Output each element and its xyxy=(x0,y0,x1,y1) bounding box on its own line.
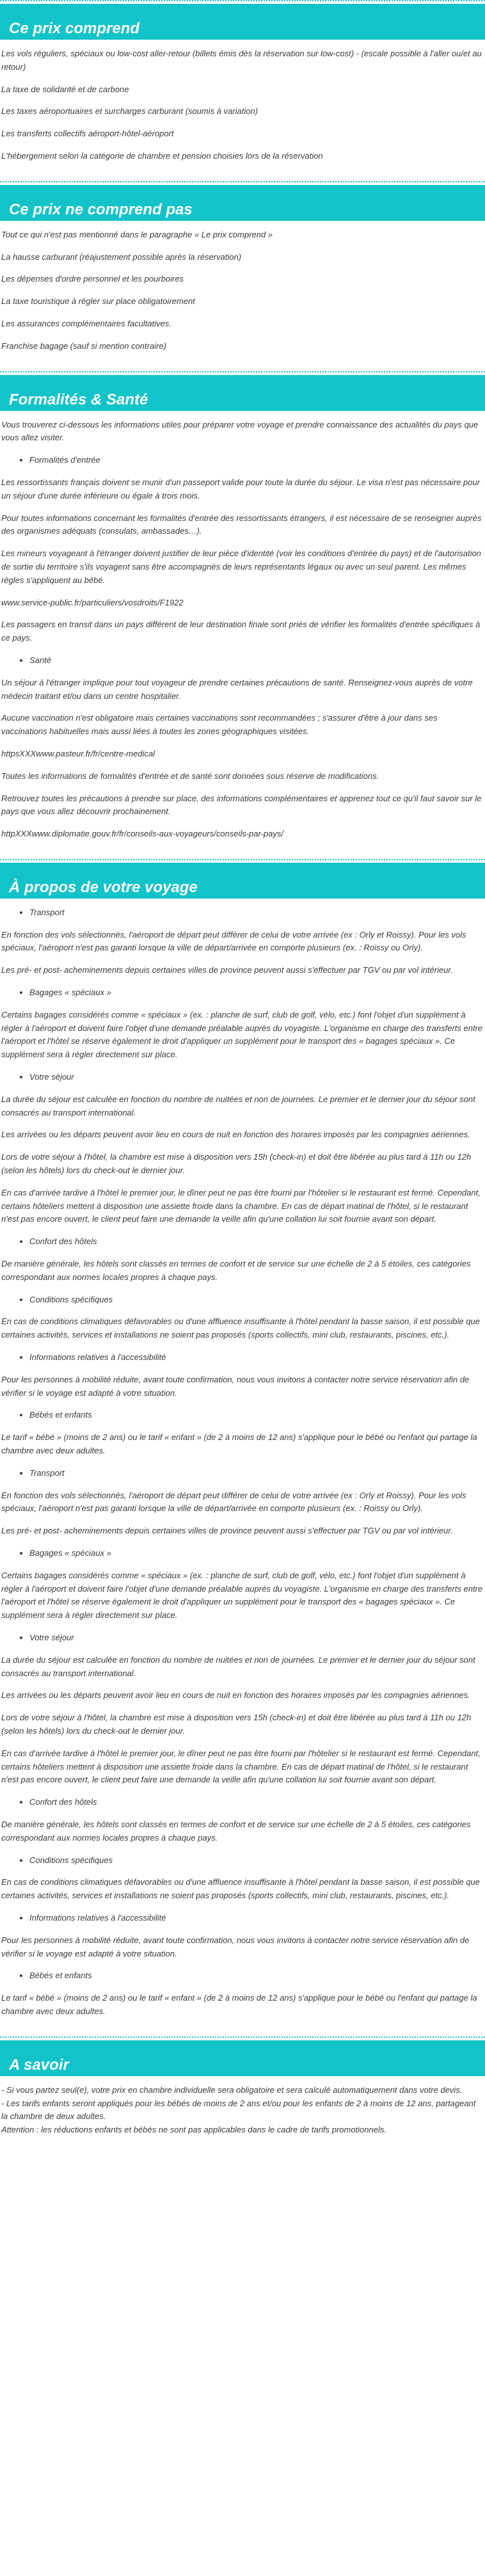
paragraph: httpXXXwww.diplomatie.gouv.fr/fr/conseils-aux-voyageurs/conseils-par-pays/ xyxy=(1,829,283,839)
paragraph: Le tarif « bébé » (moins de 2 ans) ou le tarif « enfant » (de 2 à moins de 12 ans) s'applique pour le bébé ou l'enfant qui partage la chambre avec deux adultes. xyxy=(1,1993,477,2016)
paragraph: Les arrivées ou les départs peuvent avoir lieu en cours de nuit en fonction des horaires imposés par les compagnies aériennes. xyxy=(1,1690,470,1700)
paragraph: La durée du séjour est calculée en fonction du nombre de nuitées et non de journées. Le premier et le dernier jour du séjour sont consacrés au transport international. xyxy=(1,1654,475,1678)
paragraph: En cas d'arrivée tardive à l'hôtel le premier jour, le dîner peut ne pas être fourni par l'hôtelier si le restaurant est fermé. Cependant, certains hôteliers mettent à disposition une assiette froide dans la chambre. En cas de départ matinal de l'hôtel, si le restaurant n'est pas encore ouvert, le client peut faire une demande la veille afin qu'une collation lui soit fournie avant son départ. xyxy=(1,1187,481,1224)
section-header xyxy=(0,2040,485,2076)
paragraph: Les vols réguliers, spéciaux ou low-cost aller-retour (billets émis dès la réservation sur low-cost) - (escale possible à l'aller ou/et au retour) xyxy=(1,49,482,72)
bullet-list xyxy=(1,1467,484,1480)
paragraph: httpsXXXwww.pasteur.fr/fr/centre-medical xyxy=(1,748,155,758)
paragraph: En fonction des vols sélectionnés, l'aéroport de départ peut différer de celui de votre arrivée (ex : Orly et Roissy). Pour les vols spéciaux, l'aéroport n'est pas garanti lorsque la ville de départ/arrivée en comporte plusieurs (ex. : Roissy ou Orly). xyxy=(1,1490,466,1514)
paragraph: Les pré- et post- acheminements depuis certaines villes de province peuvent aussi s'effectuer par TGV ou par vol intérieur. xyxy=(1,1526,453,1536)
bullet-heading: • Informations relatives à l'accessibilité xyxy=(29,1351,484,1364)
bullet-list xyxy=(1,906,484,920)
bullet-heading: • Bébés et enfants xyxy=(29,1409,484,1422)
bullet-heading: • Transport xyxy=(29,906,484,920)
paragraph: En fonction des vols sélectionnés, l'aéroport de départ peut différer de celui de votre arrivée (ex : Orly et Roissy). Pour les vols spéciaux, l'aéroport n'est pas garanti lorsque la ville de départ/arrivée en comporte plusieurs (ex. : Roissy ou Orly). xyxy=(1,929,466,953)
bullet-list xyxy=(1,1854,484,1868)
section-title: A savoir xyxy=(9,2056,69,2074)
paragraph: Les ressortissants français doivent se munir d'un passeport valide pour toute la durée du séjour. Le visa n'est pas nécessaire pour un séjour d'une durée inférieure ou égale à trois mois. xyxy=(1,477,481,500)
paragraph: De manière générale, les hôtels sont classés en termes de confort et de service sur une échelle de 2 à 5 étoiles, ces catégories correspondant aux normes locales propres à chaque pays. xyxy=(1,1819,471,1843)
bullet-list xyxy=(1,1912,484,1925)
section-body xyxy=(0,221,485,371)
paragraph: En cas de conditions climatiques défavorables ou d'une affluence insuffisante à l'hôtel pendant la basse saison, il est possible que certaines activités, services et installations ne soient pas proposés (sports collectifs, mini club, restaurants, piscines, etc.). xyxy=(1,1316,480,1340)
paragraph: Les dépenses d'ordre personnel et les pourboires xyxy=(1,274,184,284)
bullet-heading: • Confort des hôtels xyxy=(29,1796,484,1809)
bullet-list xyxy=(1,454,484,467)
bullet-heading: • Bagages « spéciaux » xyxy=(29,986,484,1000)
bullet-list xyxy=(1,1235,484,1249)
paragraph: La taxe touristique à régler sur place obligatoirement xyxy=(1,296,195,307)
bullet-heading: • Bagages « spéciaux » xyxy=(29,1547,484,1560)
section-header xyxy=(0,185,485,221)
bullet-list xyxy=(1,1351,484,1364)
section-title: Ce prix ne comprend pas xyxy=(9,200,193,218)
paragraph: Les passagers en transit dans un pays différent de leur destination finale sont priés de vérifier les formalités d'entrée spécifiques à ce pays. xyxy=(1,620,481,643)
section-body xyxy=(0,899,485,2036)
bullet-list xyxy=(1,986,484,1000)
bullet-heading: • Conditions spécifiques xyxy=(29,1293,484,1307)
bullet-list xyxy=(1,1631,484,1645)
paragraph: Lors de votre séjour à l'hôtel, la chambre est mise à disposition vers 15h (check-in) et doit être libérée au plus tard à 11h ou 12h (selon les hôtels) lors du check-out le dernier jour. xyxy=(1,1152,472,1176)
section-header xyxy=(0,863,485,899)
section-title: Formalités & Santé xyxy=(9,390,148,408)
bullet-list xyxy=(1,654,484,668)
paragraph: Les arrivées ou les départs peuvent avoir lieu en cours de nuit en fonction des horaires imposés par les compagnies aériennes. xyxy=(1,1130,470,1140)
paragraph: Les taxes aéroportuaires et surcharges carburant (soumis à variation) xyxy=(1,106,258,116)
paragraph: Aucune vaccination n'est obligatoire mais certaines vaccinations sont recommandées ; s'assurer d'être à jour dans ses vaccinations habituelles mais aussi liées à toutes les zones géographiques visitées. xyxy=(1,713,438,737)
bullet-heading: • Conditions spécifiques xyxy=(29,1854,484,1868)
bullet-list xyxy=(1,1071,484,1084)
bullet-heading: • Bébés et enfants xyxy=(29,1969,484,1983)
bullet-heading: • Santé xyxy=(29,654,484,668)
bullet-heading: • Votre séjour xyxy=(29,1631,484,1645)
paragraph: Retrouvez toutes les précautions à prendre sur place, des informations complémentaires et apprenez tout ce qu'il faut savoir sur le pays que vous allez découvrir prochainement. xyxy=(1,793,482,817)
paragraph: - Si vous partez seul(e), votre prix en chambre individuelle sera obligatoire et sera calculé automatiquement dans votre devis. - Les tarifs enfants seront appliqués pour les bébés de moins de 2 ans et/ou pour les enfants de 2 à moins de 12 ans, partageant la chambre de deux adultes. Attention : les réductions enfants et bébés ne sont pas applicables dans le cadre de tarifs promotionnels. xyxy=(1,2084,476,2135)
paragraph: Franchise bagage (sauf si mention contraire) xyxy=(1,340,166,351)
bullet-list xyxy=(1,1293,484,1307)
paragraph: Toutes les informations de formalités d'entrée et de santé sont données sous réserve de modifications. xyxy=(1,771,379,781)
bullet-heading: • Transport xyxy=(29,1467,484,1480)
paragraph: Pour les personnes à mobilité réduite, avant toute confirmation, nous vous invitons à contacter notre service réservation afin de vérifier si le voyage est adapté à votre situation. xyxy=(1,1374,470,1398)
paragraph: L'hébergement selon la catégorie de chambre et pension choisies lors de la réservation xyxy=(1,150,323,161)
paragraph: Lors de votre séjour à l'hôtel, la chambre est mise à disposition vers 15h (check-in) et doit être libérée au plus tard à 11h ou 12h (selon les hôtels) lors du check-out le dernier jour. xyxy=(1,1713,472,1736)
bullet-list xyxy=(1,1547,484,1560)
section-body xyxy=(0,411,485,859)
paragraph: Pour les personnes à mobilité réduite, avant toute confirmation, nous vous invitons à contacter notre service réservation afin de vérifier si le voyage est adapté à votre situation. xyxy=(1,1935,470,1958)
paragraph: La taxe de solidarité et de carbone xyxy=(1,84,129,94)
paragraph: De manière générale, les hôtels sont classés en termes de confort et de service sur une échelle de 2 à 5 étoiles, ces catégories correspondant aux normes locales propres à chaque pays. xyxy=(1,1259,471,1282)
section-title: Ce prix comprend xyxy=(9,20,140,38)
bullet-heading: • Formalités d'entrée xyxy=(29,454,484,467)
bullet-heading: • Votre séjour xyxy=(29,1071,484,1084)
section-body xyxy=(0,2076,485,2155)
bullet-list xyxy=(1,1409,484,1422)
bullet-list xyxy=(1,1969,484,1983)
section-header xyxy=(0,375,485,411)
paragraph: Un séjour à l'étranger implique pour tout voyageur de prendre certaines précautions de santé. Renseignez-vous auprès de votre médecin traitant et/ou dans un centre hospitalier. xyxy=(1,677,473,701)
paragraph: Vous trouverez ci-dessous les informations utiles pour préparer votre voyage et prendre connaissance des actualités du pays que vous allez visiter. xyxy=(1,419,479,443)
bullet-heading: • Informations relatives à l'accessibilité xyxy=(29,1912,484,1925)
paragraph: Les pré- et post- acheminements depuis certaines villes de province peuvent aussi s'effectuer par TGV ou par vol intérieur. xyxy=(1,965,453,975)
bullet-list xyxy=(1,1796,484,1809)
paragraph: Le tarif « bébé » (moins de 2 ans) ou le tarif « enfant » (de 2 à moins de 12 ans) s'applique pour le bébé ou l'enfant qui partage la chambre avec deux adultes. xyxy=(1,1432,477,1455)
paragraph: Les mineurs voyageant à l'étranger doivent justifier de leur pièce d'identité (voir les conditions d'entrée du pays) et de l'autorisation de sortie du territoire s'ils voyagent sans être accompagnés de leurs représentants légaux ou avec un seul parent. Les mêmes règles s'appliquent au bébé. xyxy=(1,548,481,585)
paragraph: Certains bagages considérés comme « spéciaux » (ex. : planche de surf, club de golf, vélo, etc.) font l'objet d'un supplément à régler à l'aéroport et doivent faire l'objet d'une demande préalable auprès du voyagiste. L'organisme en charge des transferts entre l'aéroport et l'hôtel se réserve également le droit d'appliquer un supplément pour le transport des « bagages spéciaux ». Ce supplément sera à régler directement sur place. xyxy=(1,1570,483,1620)
bullet-heading: • Confort des hôtels xyxy=(29,1235,484,1249)
section-header xyxy=(0,4,485,40)
inclusions-document xyxy=(0,4,485,2168)
paragraph: La hausse carburant (réajustement possible après la réservation) xyxy=(1,252,242,262)
paragraph: Les transferts collectifs aéroport-hôtel-aéroport xyxy=(1,129,174,139)
paragraph: En cas de conditions climatiques défavorables ou d'une affluence insuffisante à l'hôtel pendant la basse saison, il est possible que certaines activités, services et installations ne soient pas proposés (sports collectifs, mini club, restaurants, piscines, etc.). xyxy=(1,1877,480,1901)
section-body xyxy=(0,40,485,181)
section-title: À propos de votre voyage xyxy=(9,879,198,897)
paragraph: La durée du séjour est calculée en fonction du nombre de nuitées et non de journées. Le premier et le dernier jour du séjour sont consacrés au transport international. xyxy=(1,1094,475,1117)
paragraph: www.service-public.fr/particuliers/vosdroits/F1922 xyxy=(1,597,184,607)
paragraph: Certains bagages considérés comme « spéciaux » (ex. : planche de surf, club de golf, vélo, etc.) font l'objet d'un supplément à régler à l'aéroport et doivent faire l'objet d'une demande préalable auprès du voyagiste. L'organisme en charge des transferts entre l'aéroport et l'hôtel se réserve également le droit d'appliquer un supplément pour le transport des « bagages spéciaux ». Ce supplément sera à régler directement sur place. xyxy=(1,1009,483,1060)
paragraph: Pour toutes informations concernant les formalités d'entrée des ressortissants étrangers, il est nécessaire de se renseigner auprès des organismes adéquats (consulats, ambassades…). xyxy=(1,513,482,536)
paragraph: En cas d'arrivée tardive à l'hôtel le premier jour, le dîner peut ne pas être fourni par l'hôtelier si le restaurant est fermé. Cependant, certains hôteliers mettent à disposition une assiette froide dans la chambre. En cas de départ matinal de l'hôtel, si le restaurant n'est pas encore ouvert, le client peut faire une demande la veille afin qu'une collation lui soit fournie avant son départ. xyxy=(1,1748,481,1785)
paragraph: Tout ce qui n'est pas mentionné dans le paragraphe « Le prix comprend » xyxy=(1,229,273,239)
paragraph: Les assurances complémentaires facultatives. xyxy=(1,318,171,328)
